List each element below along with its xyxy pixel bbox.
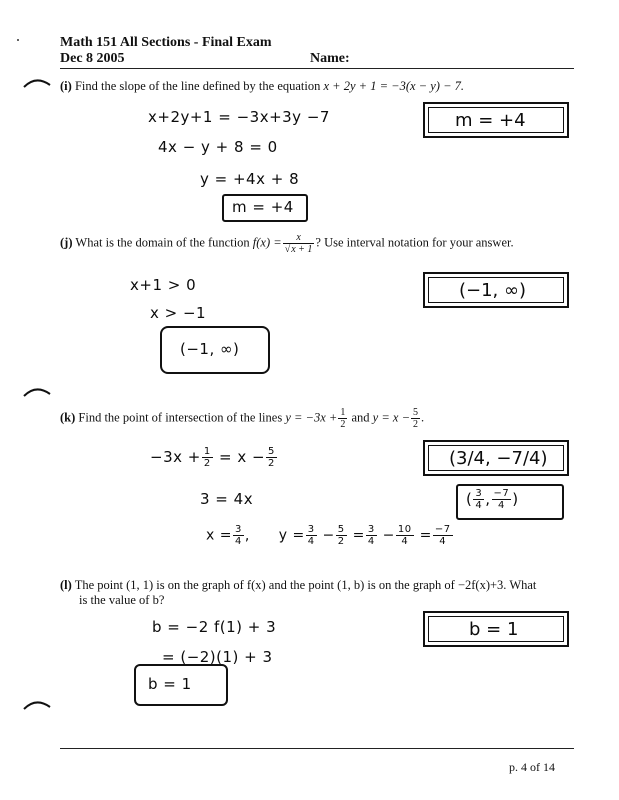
work-i-line4: m = +4 bbox=[232, 198, 294, 216]
question-k-frac2: $\frac{5}{2}$ bbox=[413, 407, 419, 430]
question-j-text-b: ? Use interval notation for your answer. bbox=[315, 235, 514, 250]
work-k-line2: 3 = 4x bbox=[200, 490, 254, 508]
binder-mark-2 bbox=[22, 384, 52, 398]
question-i-label: (i) bbox=[60, 79, 72, 93]
name-label: Name: bbox=[310, 51, 350, 66]
question-l-text-1: The point (1, 1) is on the graph of f(x) and the point (1, b) is on the graph of −2f(x)+3. What bbox=[74, 578, 537, 592]
work-i-line3: y = +4x + 8 bbox=[200, 170, 300, 188]
question-k-label: (k) bbox=[60, 410, 76, 425]
question-k-line2: y = x − bbox=[372, 410, 411, 425]
question-k-and: and bbox=[348, 410, 373, 425]
work-k-boxed-content: ( $\frac{3}{4}$ , $\frac{-7}{4}$ ) bbox=[466, 488, 519, 511]
work-k-boxed-answer bbox=[456, 484, 564, 520]
answer-l: b = 1 bbox=[469, 619, 519, 640]
work-k-line3: x = $\frac{3}{4}$ , y = $\frac{3}{4}$ − $\frac{5}{2}$ = $\frac{3}{4}$ − $\frac{10}{4}$ = $\frac{-7}{4}$ bbox=[206, 524, 451, 547]
exam-date: Dec 8 2005 bbox=[60, 51, 125, 66]
question-k-text-a: Find the point of intersection of the lines bbox=[78, 410, 286, 425]
question-j-label: (j) bbox=[60, 235, 73, 250]
work-j-line1: x+1 > 0 bbox=[130, 276, 197, 294]
answer-box-l[interactable] bbox=[423, 611, 569, 647]
corner-mark-top bbox=[14, 36, 22, 44]
work-l-line3: b = 1 bbox=[148, 675, 192, 693]
work-l-boxed-answer bbox=[134, 664, 228, 706]
question-l-text-2: is the value of b? bbox=[79, 593, 165, 607]
question-k bbox=[60, 407, 424, 430]
work-j-boxed-answer bbox=[160, 326, 270, 374]
work-k-line1: −3x + $\frac{1}{2}$ = x − $\frac{5}{2}$ bbox=[150, 446, 275, 469]
answer-k: (3/4, −7/4) bbox=[449, 448, 548, 469]
question-k-frac1: $\frac{1}{2}$ bbox=[340, 407, 346, 430]
question-i-equation: x + 2y + 1 = −3(x − y) − 7. bbox=[323, 79, 465, 93]
work-i-line1: x+2y+1 = −3x+3y −7 bbox=[148, 108, 330, 126]
question-j-fraction: $\frac{x}{√x + 1}$ bbox=[284, 232, 313, 255]
question-j-text-a: What is the domain of the function bbox=[75, 235, 253, 250]
work-l-line2: = (−2)(1) + 3 bbox=[162, 648, 273, 666]
work-j-line3: (−1, ∞) bbox=[180, 340, 240, 358]
answer-i: m = +4 bbox=[455, 110, 526, 131]
work-l-line1: b = −2 f(1) + 3 bbox=[152, 618, 277, 636]
question-l bbox=[60, 578, 536, 593]
binder-mark-1 bbox=[22, 75, 52, 89]
question-j bbox=[60, 232, 514, 255]
page-number: p. 4 of 14 bbox=[509, 760, 555, 774]
answer-box-k[interactable] bbox=[423, 440, 569, 476]
work-j-line2: x > −1 bbox=[150, 304, 207, 322]
question-k-line1: y = −3x + bbox=[285, 410, 338, 425]
question-i bbox=[60, 79, 464, 94]
answer-j: (−1, ∞) bbox=[459, 280, 527, 301]
footer-rule bbox=[60, 748, 574, 749]
question-j-fx: f(x) = bbox=[252, 235, 282, 250]
answer-box-j[interactable] bbox=[423, 272, 569, 308]
exam-title: Math 151 All Sections - Final Exam bbox=[60, 35, 272, 50]
work-i-boxed-answer bbox=[222, 194, 308, 222]
question-i-text: Find the slope of the line defined by the equation bbox=[74, 79, 324, 93]
binder-mark-3 bbox=[22, 697, 52, 711]
work-i-line2: 4x − y + 8 = 0 bbox=[158, 138, 278, 156]
question-k-period: . bbox=[421, 410, 425, 425]
header-rule bbox=[60, 68, 574, 69]
question-l-label: (l) bbox=[60, 578, 72, 592]
answer-box-i[interactable] bbox=[423, 102, 569, 138]
